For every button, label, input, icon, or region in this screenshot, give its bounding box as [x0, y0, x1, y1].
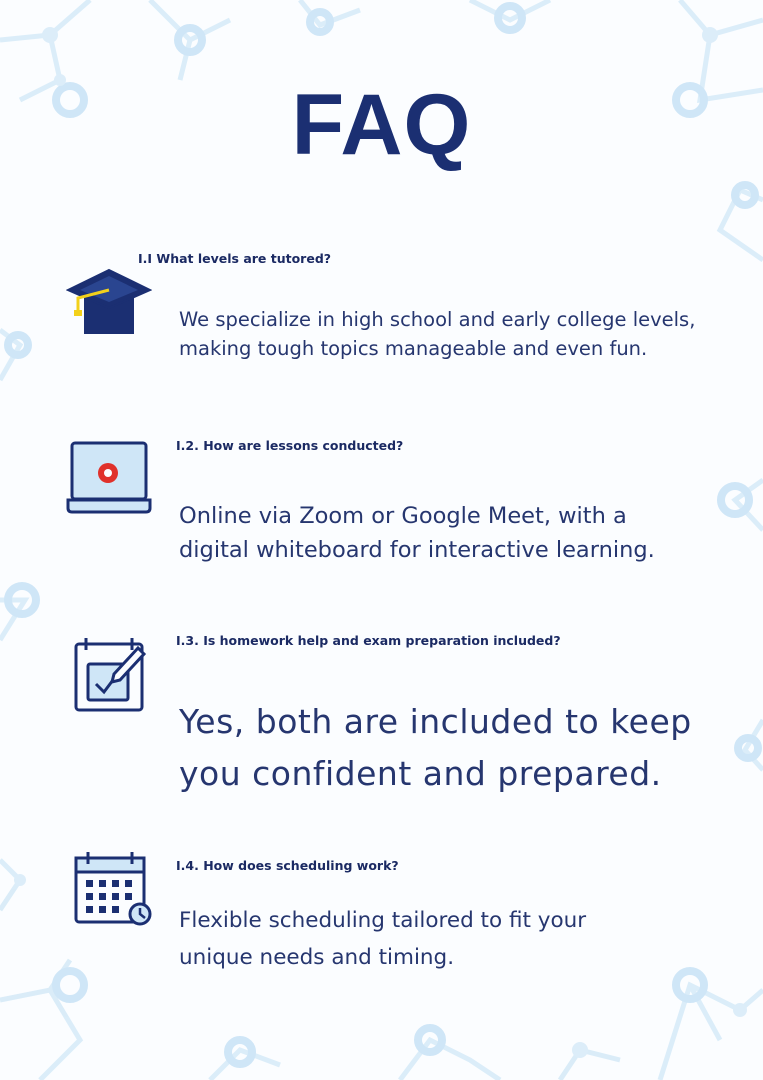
homework-checklist-icon [72, 636, 148, 714]
faq-question: I.I What levels are tutored? [138, 251, 332, 266]
faq-question: I.4. How does scheduling work? [176, 858, 399, 873]
faq-question: I.2. How are lessons conducted? [176, 438, 404, 453]
faq-answer-line: making tough topics manageable and even fun. [179, 337, 648, 360]
faq-answer [179, 696, 692, 800]
faq-answer-line: digital whiteboard for interactive learning. [179, 537, 655, 563]
faq-answer [179, 305, 695, 363]
faq-answer [179, 499, 655, 567]
laptop-video-icon [66, 440, 152, 516]
faq-answer-line: you confident and prepared. [179, 754, 662, 793]
faq-answer-line: Yes, both are included to keep [179, 702, 692, 741]
faq-question: I.3. Is homework help and exam preparation included? [176, 633, 561, 648]
faq-answer-line: Online via Zoom or Google Meet, with a [179, 503, 627, 529]
faq-answer-line: We specialize in high school and early college levels, [179, 308, 696, 331]
calendar-clock-icon [72, 850, 154, 930]
faq-answer-line: unique needs and timing. [179, 945, 455, 970]
faq-answer-line: Flexible scheduling tailored to fit your [179, 908, 587, 933]
page-title: FAQ [291, 77, 472, 173]
graduation-cap-icon [66, 268, 152, 338]
faq-answer [179, 902, 586, 976]
